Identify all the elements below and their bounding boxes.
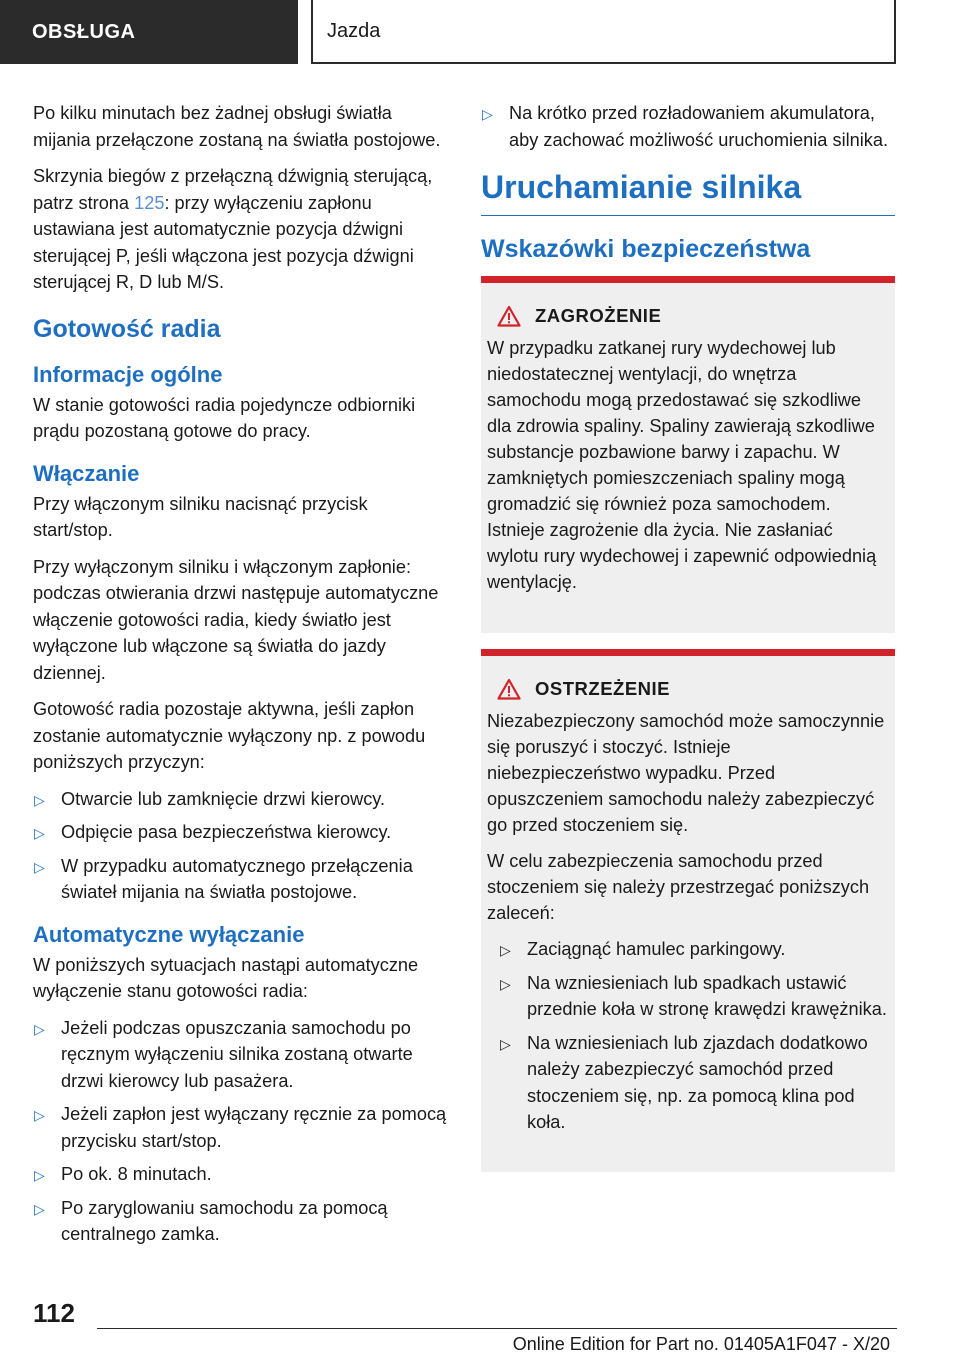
- footer-divider: [97, 1328, 897, 1329]
- page-link[interactable]: 125: [134, 192, 165, 213]
- list-item: ▷ Na krótko przed rozładowaniem akumulatora, aby zachować możliwość uruchomienia silnika.: [482, 103, 889, 150]
- paragraph: W poniższych sytuacjach nastąpi automatyczne wyłączenie stanu gotowości radia:: [33, 954, 419, 1001]
- warning-triangle-icon: [497, 678, 521, 700]
- section-header: [0, 0, 298, 64]
- paragraph: Skrzynia biegów z przełączną dźwignią sterującą, patrz strona 125: przy wyłączeniu zapłonu ustawiana jest automatycznie pozycja dźwigni sterującej P, jeśli włączona jest pozycja dźwigni sterującej R, D lub M/S.: [33, 166, 433, 292]
- section-title: OBSŁUGA: [32, 20, 136, 43]
- triangle-bullet-icon: ▷: [500, 975, 511, 992]
- triangle-bullet-icon: ▷: [34, 1107, 45, 1123]
- list-item: ▷ Otwarcie lub zamknięcie drzwi kierowcy.: [33, 786, 448, 813]
- triangle-bullet-icon: ▷: [34, 1200, 45, 1217]
- warning-header: [487, 678, 887, 700]
- bullet-list: [33, 786, 448, 906]
- warning-title: ZAGROŻENIE: [535, 305, 662, 326]
- chapter-header: [311, 0, 896, 64]
- bullet-list: [487, 936, 887, 1136]
- heading-auto-off: Automatyczne wyłączanie: [33, 921, 305, 947]
- triangle-bullet-icon: ▷: [34, 1020, 45, 1037]
- triangle-bullet-icon: ▷: [34, 858, 45, 875]
- triangle-bullet-icon: ▷: [34, 825, 45, 841]
- caution-box: [481, 649, 895, 1172]
- paragraph: Po kilku minutach bez żadnej obsługi światła mijania przełączone zostaną na światła postojowe.: [33, 103, 441, 150]
- paragraph: Przy wyłączonym silniku i włączonym zapłonie: podczas otwierania drzwi następuje automatyczne włączenie gotowości radia, kiedy światło jest wyłączone lub włączone są światła do jazdy dziennej.: [33, 556, 439, 683]
- page-number: 112: [33, 1298, 75, 1328]
- heading-switching-on: Włączanie: [33, 460, 140, 486]
- left-column: [33, 100, 448, 1256]
- chapter-title: Jazda: [327, 19, 381, 42]
- bullet-list: [481, 100, 895, 153]
- triangle-bullet-icon: ▷: [500, 942, 511, 958]
- triangle-bullet-icon: ▷: [482, 106, 493, 122]
- list-item: ▷ Zaciągnąć hamulec parkingowy.: [499, 936, 887, 963]
- warning-triangle-icon: [497, 305, 521, 327]
- heading-general-info: Informacje ogólne: [33, 361, 223, 387]
- triangle-bullet-icon: ▷: [34, 791, 45, 808]
- warning-title: OSTRZEŻENIE: [535, 678, 671, 699]
- warning-text: W przypadku zatkanej rury wydechowej lub niedostatecznej wentylacji, do wnętrza samochodu mogą przedostawać się szkodliwe dla zdrowia spaliny. Spaliny zawierają szkodliwe substancje pozbawione barwy i zapachu. W zamkniętych pomieszczeniach spaliny mogą gromadzić się również poza samochodem. Istnieje zagrożenie dla życia. Nie zasłaniać wylotu rury wydechowej i zapewnić odpowiednią wentylację.: [487, 338, 877, 592]
- heading-safety-notes: Wskazówki bezpieczeństwa: [481, 235, 811, 263]
- heading-radio-readiness: Gotowość radia: [33, 314, 221, 343]
- list-item: ▷ Jeżeli podczas opuszczania samochodu po ręcznym wyłączeniu silnika zostaną otwarte drzwi kierowcy lub pasażera.: [34, 1017, 413, 1091]
- list-item: ▷ Odpięcie pasa bezpieczeństwa kierowcy.: [33, 819, 448, 846]
- bullet-list: [33, 1015, 448, 1248]
- triangle-bullet-icon: ▷: [500, 1035, 511, 1052]
- warning-header: [487, 305, 887, 327]
- right-column: [481, 100, 895, 1172]
- list-item: ▷ Po ok. 8 minutach.: [33, 1161, 448, 1188]
- heading-engine-start: Uruchamianie silnika: [481, 167, 895, 216]
- list-item: ▷ W przypadku automatycznego przełączenia świateł mijania na światła postojowe.: [34, 855, 413, 902]
- warning-text: W celu zabezpieczenia samochodu przed stoczeniem się należy przestrzegać poniższych zaleceń:: [487, 851, 870, 923]
- danger-box: [481, 276, 895, 633]
- paragraph: Gotowość radia pozostaje aktywna, jeśli zapłon zostanie automatycznie wyłączony np. z powodu poniższych przyczyn:: [33, 699, 426, 772]
- triangle-bullet-icon: ▷: [34, 1167, 45, 1183]
- edition-note: Online Edition for Part no. 01405A1F047 - X/20: [512, 1334, 890, 1354]
- list-item: ▷ Na wzniesieniach lub spadkach ustawić przednie koła w stronę krawędzi krawężnika.: [500, 972, 887, 1019]
- list-item: ▷ Po zaryglowaniu samochodu za pomocą centralnego zamka.: [34, 1197, 388, 1244]
- paragraph: Przy włączonym silniku nacisnąć przycisk start/stop.: [33, 493, 368, 540]
- list-item: ▷ Jeżeli zapłon jest wyłączany ręcznie za pomocą przycisku start/stop.: [34, 1104, 447, 1151]
- warning-text: Niezabezpieczony samochód może samoczynnie się poruszyć i stoczyć. Istnieje niebezpieczeństwo wypadku. Przed opuszczeniem samochodu należy zabezpieczyć go przed stoczeniem się.: [487, 711, 885, 835]
- paragraph: W stanie gotowości radia pojedyncze odbiorniki prądu pozostaną gotowe do pracy.: [33, 394, 416, 441]
- list-item: ▷ Na wzniesieniach lub zjazdach dodatkowo należy zabezpieczyć samochód przed stoczeniem się, np. za pomocą klina pod koła.: [500, 1032, 868, 1132]
